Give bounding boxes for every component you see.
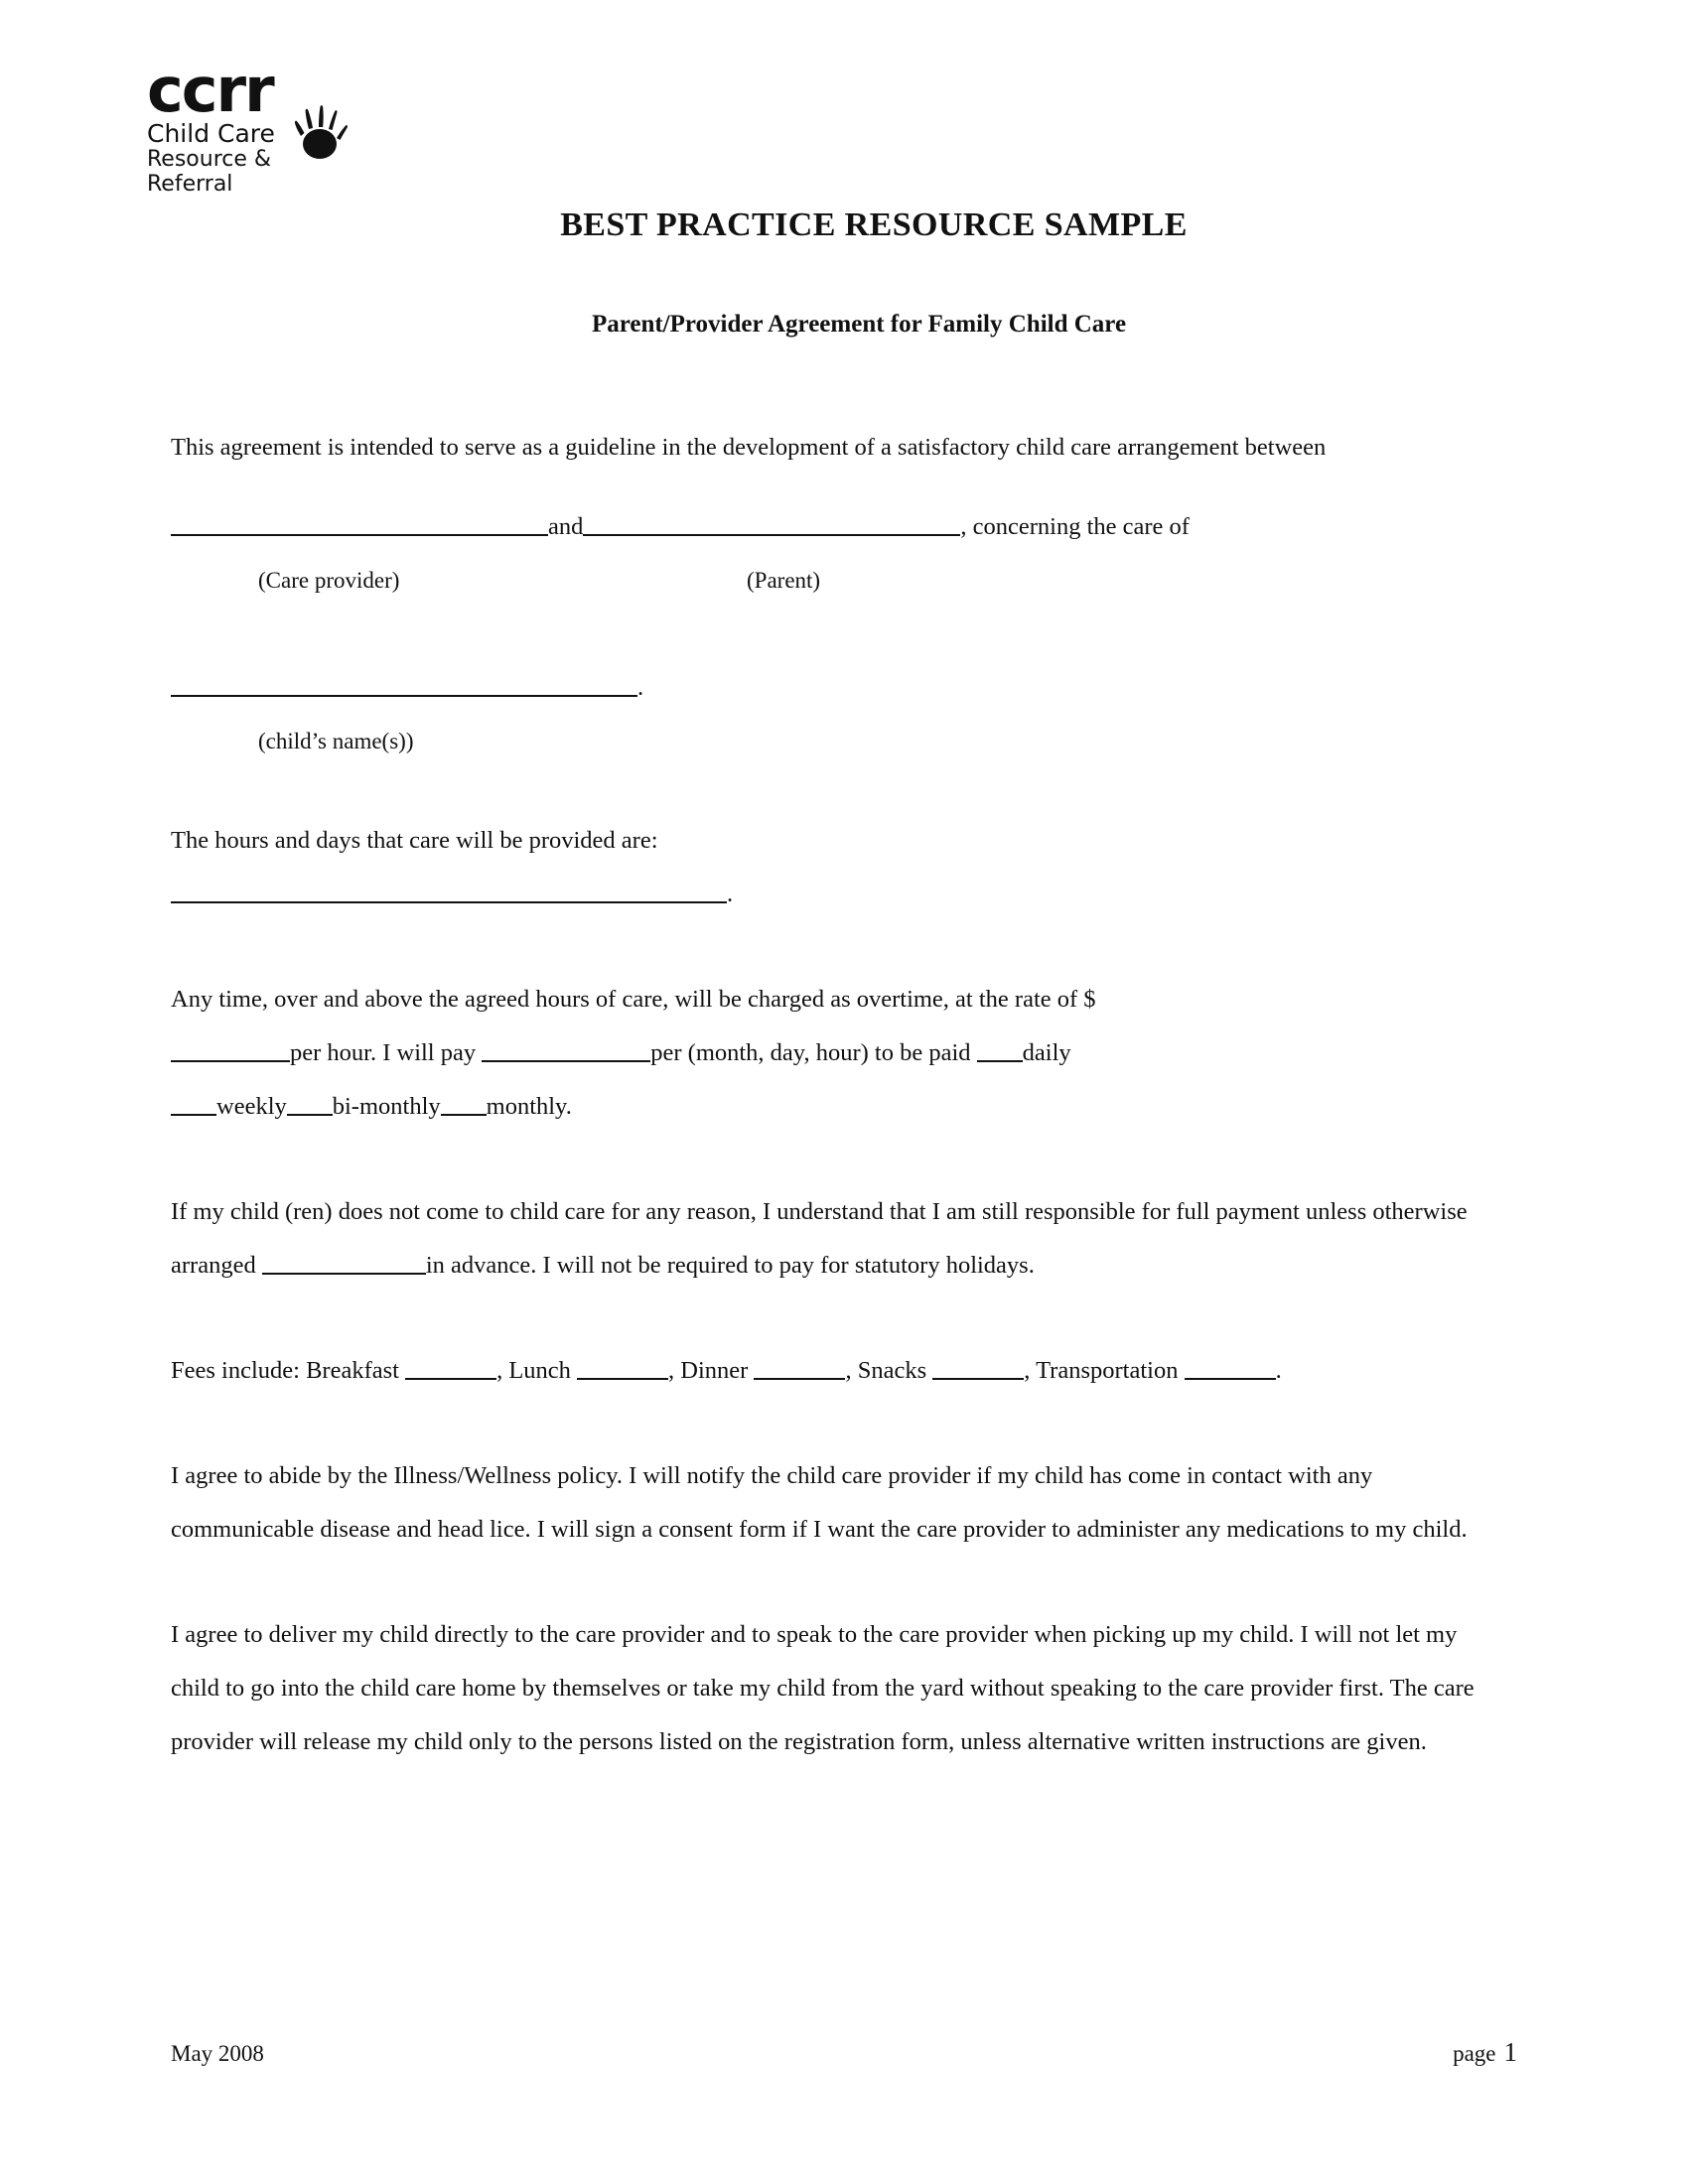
overtime-text-1: Any time, over and above the agreed hours of care, will be charged as overtime, at the rate of $ [171,986,1096,1013]
fees-end-period: . [1275,1357,1282,1384]
hours-intro: The hours and days that care will be provided are: [171,827,658,854]
fees-dinner-input[interactable] [754,1356,845,1380]
handprint-icon [288,91,350,163]
child-name-line [171,661,1501,715]
overtime-paragraph [171,973,1501,1134]
care-provider-input[interactable] [171,512,548,536]
hours-line [171,868,1501,921]
fees-line [171,1344,1501,1398]
fees-transportation-label: , Transportation [1024,1357,1185,1384]
spacer [171,921,1501,973]
page-title: BEST PRACTICE RESOURCE SAMPLE [560,206,1188,243]
overtime-text-2: per hour. I will pay [290,1039,483,1066]
fees-lunch-label: , Lunch [496,1357,578,1384]
hours-line-period: . [727,881,734,907]
fees-snacks-input[interactable] [932,1356,1024,1380]
absence-paragraph [171,1185,1501,1293]
hours-days-input[interactable] [171,880,727,903]
caption-parent: (Parent) [747,568,821,593]
illness-wellness-paragraph: I agree to abide by the Illness/Wellness policy. I will notify the child care provider if my child has come in contact with any communicable disease and head lice. I will sign a consent form if I want the care provider to administer any medications to my child. [171,1462,1468,1543]
frequency-monthly-checkline[interactable] [441,1092,487,1116]
fees-snacks-label: , Snacks [845,1357,933,1384]
page-subtitle: Parent/Provider Agreement for Family Child Care [591,311,1127,338]
spacer [171,602,1501,661]
logo-wordmark: ccrr [147,54,273,126]
payment-amount-input[interactable] [482,1038,650,1062]
intro-paragraph: This agreement is intended to serve as a guideline in the development of a satisfactory child care arrangement between [171,434,1327,461]
frequency-daily-label: daily [1022,1039,1071,1066]
absence-text-1: If my child (ren) does not come to child care for any reason, I understand that I am still responsible for full payment unless otherwise arranged [171,1198,1468,1279]
caption-child-name: (child’s name(s)) [258,729,414,753]
footer-page [1453,2037,1517,2068]
agreement-body [171,421,1501,1769]
advance-notice-input[interactable] [262,1251,426,1275]
caption-care-provider: (Care provider) [258,568,400,593]
logo-line-resource-referral: Resource & Referral [147,147,272,197]
child-name-input[interactable] [171,673,637,697]
parent-input[interactable] [583,512,960,536]
fees-label: Fees include: Breakfast [171,1357,406,1384]
absence-text-2: in advance. I will not be required to pay for statutory holidays. [425,1252,1035,1279]
fees-transportation-input[interactable] [1185,1356,1276,1380]
footer-date: May 2008 [171,2041,264,2066]
concerning-label: , concerning the care of [960,513,1190,540]
frequency-bimonthly-checkline[interactable] [287,1092,333,1116]
page-footer [171,2037,1517,2068]
fees-breakfast-input[interactable] [405,1356,496,1380]
overtime-rate-input[interactable] [171,1038,290,1062]
frequency-monthly-label: monthly. [486,1093,572,1120]
parties-line [171,500,1501,554]
delivery-pickup-paragraph: I agree to deliver my child directly to the care provider and to speak to the care provider when picking up my child. I will not let my child to go into the child care home by themselves or take my child from the yard without speaking to the care provider first. The care provider will release my child only to the persons listed on the registration form, unless alternative written instructions are given. [171,1621,1475,1755]
frequency-bimonthly-label: bi-monthly [332,1093,441,1120]
spacer [171,475,1501,500]
footer-page-label: page [1453,2041,1496,2066]
parties-captions [171,554,1501,602]
fees-dinner-label: , Dinner [668,1357,755,1384]
overtime-text-3: per (month, day, hour) to be paid [650,1039,977,1066]
spacer [171,762,1501,814]
child-caption-row [171,715,1501,762]
fees-lunch-input[interactable] [577,1356,668,1380]
frequency-daily-checkline[interactable] [977,1038,1023,1062]
spacer [171,1398,1501,1449]
frequency-weekly-label: weekly [216,1093,287,1120]
and-label: and [548,513,584,540]
spacer [171,1293,1501,1344]
child-line-period: . [637,674,644,701]
footer-page-number: 1 [1503,2037,1517,2067]
spacer [171,1557,1501,1608]
frequency-weekly-checkline[interactable] [171,1092,216,1116]
spacer [171,1134,1501,1185]
logo-line-child-care: Child Care [147,119,275,149]
